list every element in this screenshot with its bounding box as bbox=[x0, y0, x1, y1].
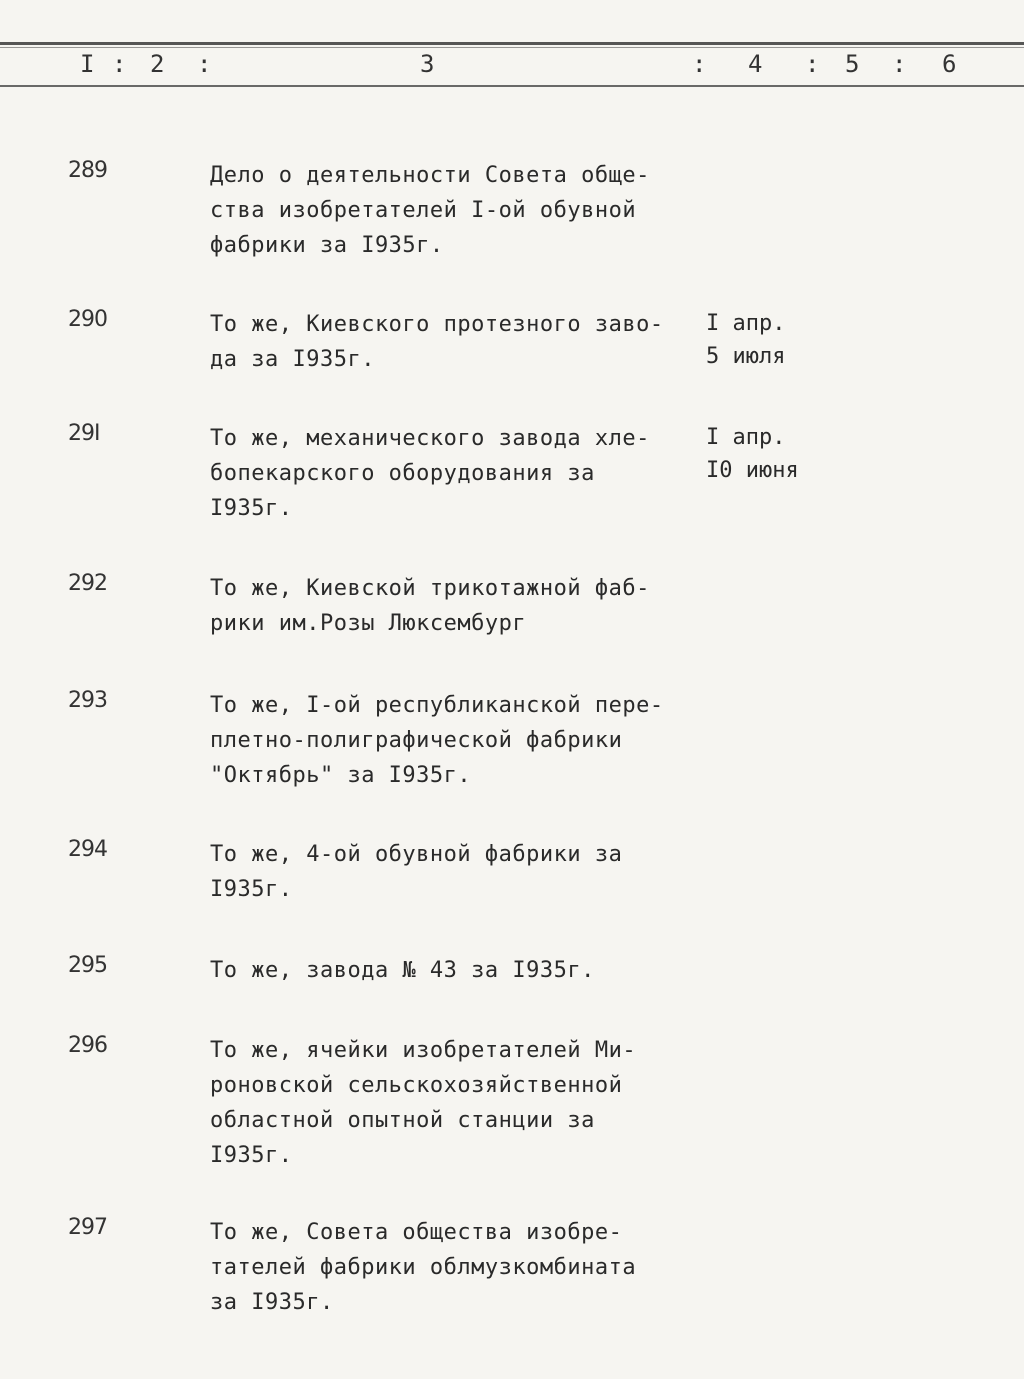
entry-number: 292 bbox=[68, 571, 107, 596]
description-line: То же, механического завода хле- bbox=[210, 426, 650, 451]
entry-number: 290 bbox=[68, 307, 107, 332]
entry-dates bbox=[706, 307, 785, 373]
entry-number: 297 bbox=[68, 1215, 107, 1240]
entry-number: 295 bbox=[68, 953, 107, 978]
description-line: То же, 4-ой обувной фабрики за bbox=[210, 842, 623, 867]
description-line: То же, ячейки изобретателей Ми- bbox=[210, 1038, 637, 1063]
entry-number: 29I bbox=[68, 421, 100, 446]
description-line: фабрики за I935г. bbox=[210, 233, 444, 258]
date-line: I0 июня bbox=[706, 458, 799, 483]
description-line: плетно-полиграфической фабрики bbox=[210, 728, 623, 753]
description-line: областной опытной станции за bbox=[210, 1108, 595, 1133]
entry-description bbox=[210, 571, 690, 641]
entry-number: 289 bbox=[68, 158, 107, 183]
col-header-1: I bbox=[80, 50, 97, 78]
col-separator: : bbox=[805, 50, 820, 78]
entry-description bbox=[210, 688, 690, 793]
description-line: да за I935г. bbox=[210, 347, 375, 372]
description-line: То же, Совета общества изобре- bbox=[210, 1220, 623, 1245]
description-line: бопекарского оборудования за bbox=[210, 461, 595, 486]
description-line: I935г. bbox=[210, 877, 293, 902]
entry-number: 296 bbox=[68, 1033, 107, 1058]
entry-number: 293 bbox=[68, 688, 107, 713]
description-line: I935г. bbox=[210, 1143, 293, 1168]
header-rule-top-thin bbox=[0, 47, 1024, 48]
description-line: I935г. bbox=[210, 496, 293, 521]
entry-description bbox=[210, 837, 690, 907]
description-line: Дело о деятельности Совета обще- bbox=[210, 163, 650, 188]
col-separator: : bbox=[692, 50, 707, 78]
description-line: "Октябрь" за I935г. bbox=[210, 763, 472, 788]
header-rule-bottom bbox=[0, 85, 1024, 87]
description-line: То же, Киевской трикотажной фаб- bbox=[210, 576, 650, 601]
description-line: То же, завода № 43 за I935г. bbox=[210, 958, 595, 983]
entry-description bbox=[210, 1215, 690, 1320]
col-separator: : bbox=[112, 50, 127, 78]
entry-dates bbox=[706, 421, 799, 487]
col-header-3: 3 bbox=[420, 50, 437, 78]
description-line: рики им.Розы Люксембург bbox=[210, 611, 527, 636]
description-line: То же, Киевского протезного заво- bbox=[210, 312, 664, 337]
date-line: I апр. bbox=[706, 425, 786, 450]
col-header-4: 4 bbox=[748, 50, 765, 78]
description-line: ства изобретателей I-ой обувной bbox=[210, 198, 637, 223]
entry-description bbox=[210, 421, 690, 526]
col-header-2: 2 bbox=[150, 50, 167, 78]
entry-description bbox=[210, 307, 690, 377]
description-line: То же, I-ой республиканской пере- bbox=[210, 693, 664, 718]
entry-description bbox=[210, 158, 690, 263]
description-line: роновской сельскохозяйственной bbox=[210, 1073, 623, 1098]
date-line: I апр. bbox=[706, 311, 786, 336]
col-separator: : bbox=[892, 50, 907, 78]
col-header-6: 6 bbox=[942, 50, 959, 78]
col-separator: : bbox=[197, 50, 212, 78]
description-line: тателей фабрики облмузкомбината bbox=[210, 1255, 637, 1280]
col-header-5: 5 bbox=[845, 50, 862, 78]
description-line: за I935г. bbox=[210, 1290, 334, 1315]
date-line: 5 июля bbox=[706, 344, 786, 369]
entry-description bbox=[210, 953, 690, 988]
entry-number: 294 bbox=[68, 837, 107, 862]
header-rule-top bbox=[0, 42, 1024, 45]
entry-description bbox=[210, 1033, 690, 1173]
